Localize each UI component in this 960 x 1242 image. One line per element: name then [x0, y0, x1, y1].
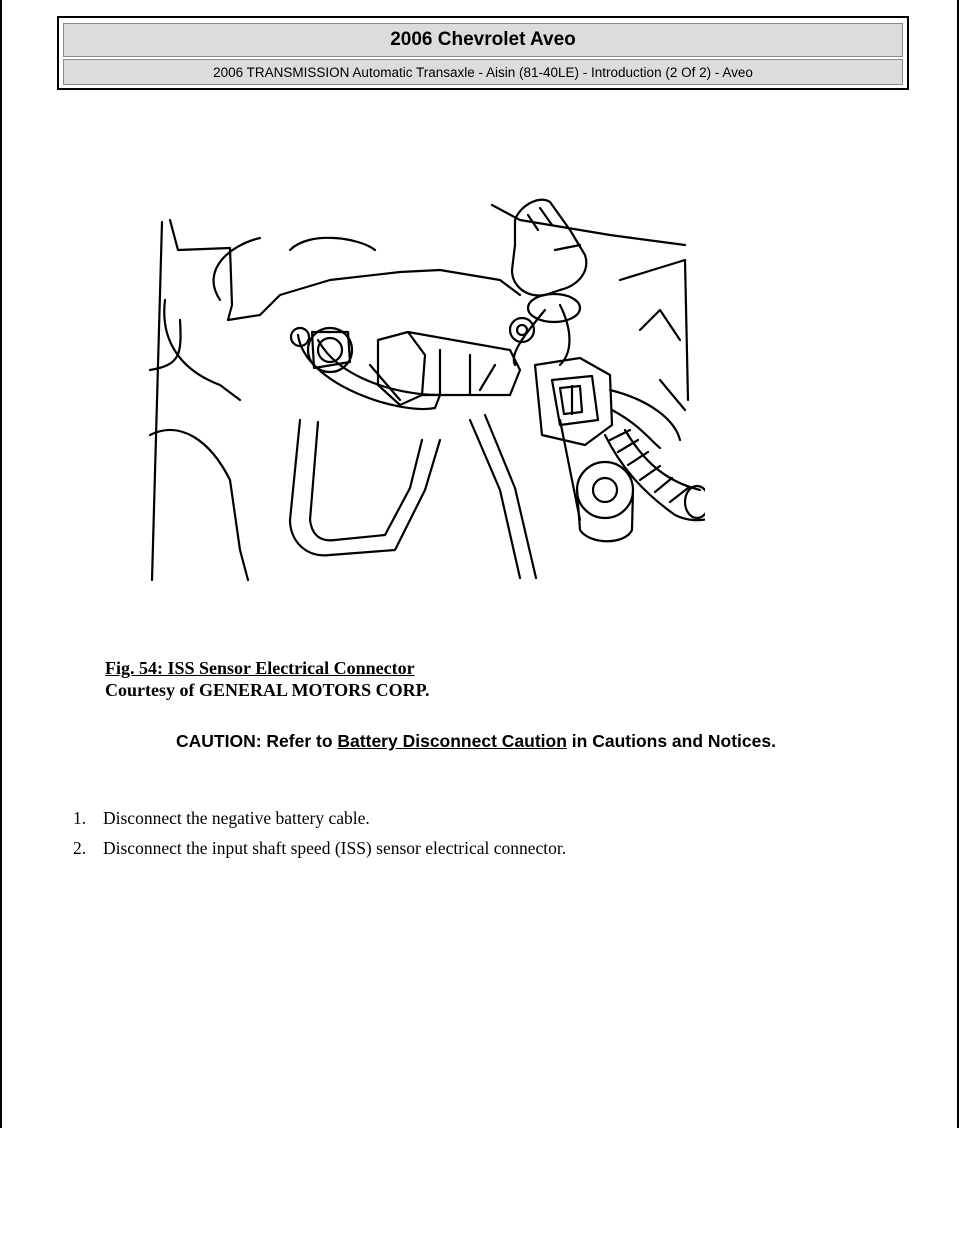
caution-suffix: in Cautions and Notices.: [571, 731, 776, 751]
step-number: 2.: [73, 838, 87, 858]
step-number: 1.: [73, 808, 87, 828]
procedure-step: [73, 808, 566, 838]
battery-disconnect-caution-link[interactable]: Battery Disconnect Caution: [337, 731, 567, 751]
page-border-right: [957, 0, 959, 1128]
figure-caption-credit: Courtesy of GENERAL MOTORS CORP.: [105, 680, 430, 700]
caution-prefix: Refer to: [266, 731, 333, 751]
caution-label: CAUTION:: [176, 731, 262, 751]
document-subtitle: 2006 TRANSMISSION Automatic Transaxle - Aisin (81-40LE) - Introduction (2 Of 2) - Aveo: [63, 59, 903, 85]
document-title: 2006 Chevrolet Aveo: [63, 23, 903, 57]
document-header: [57, 16, 909, 90]
page-border-left: [0, 0, 2, 1128]
figure-caption-title[interactable]: Fig. 54: ISS Sensor Electrical Connector: [105, 658, 415, 678]
figure-caption: [105, 657, 430, 701]
iss-sensor-illustration: [140, 190, 705, 590]
caution-note: [176, 731, 776, 752]
step-text: Disconnect the negative battery cable.: [103, 808, 370, 828]
procedure-step: [73, 838, 566, 868]
procedure-steps: [73, 808, 566, 868]
step-text: Disconnect the input shaft speed (ISS) sensor electrical connector.: [103, 838, 567, 858]
